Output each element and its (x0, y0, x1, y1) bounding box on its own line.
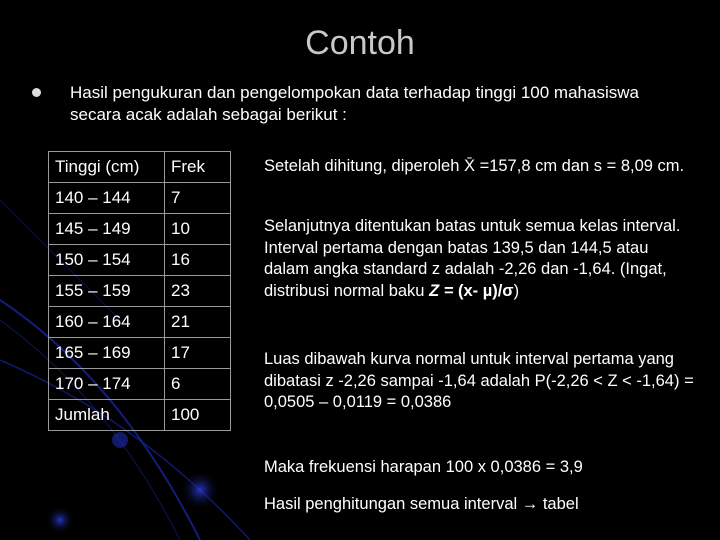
formula-z: Z = (429, 281, 458, 300)
table-row (49, 338, 231, 369)
cell-height-range: 170 – 174 (49, 369, 165, 400)
table-row (49, 245, 231, 276)
paragraph-result-text: Hasil penghitungan semua interval (264, 495, 522, 513)
table-header-row (49, 152, 231, 183)
cell-frequency: 17 (165, 338, 231, 369)
paragraph-area: Luas dibawah kurva normal untuk interval pertama yang dibatasi z -2,26 sampai -1,64 adalah P(-2,26 < Z < -1,64) = 0,0505 – 0,0119 = 0,0386 (264, 350, 694, 411)
cell-height-range: Jumlah (49, 400, 165, 431)
frequency-table (48, 151, 231, 431)
cell-height-range: 165 – 169 (49, 338, 165, 369)
cell-height-range: 145 – 149 (49, 214, 165, 245)
arrow-right-icon: → (521, 495, 539, 513)
paragraph-close: ) (513, 281, 520, 300)
paragraph-expected-frequency: Maka frekuensi harapan 100 x 0,0386 = 3,9 (264, 458, 583, 476)
header-cell-frequency: Frek (165, 152, 231, 183)
cell-height-range: 155 – 159 (49, 276, 165, 307)
header-cell-height: Tinggi (cm) (49, 152, 165, 183)
cell-frequency: 16 (165, 245, 231, 276)
paragraph-result-end: tabel (538, 495, 579, 513)
paragraph-interval-text: Selanjutnya ditentukan batas untuk semua kelas interval. Interval pertama dengan batas 139,5 dan 144,5 atau dalam angka standard z adalah -2,26 dan -1,64. (Ingat, distribusi normal baku (264, 217, 681, 300)
slide-title: Contoh (305, 24, 415, 62)
table-row (49, 307, 231, 338)
cell-height-range: 150 – 154 (49, 245, 165, 276)
formula-rest: (x- µ)/σ (457, 281, 514, 300)
cell-frequency: 7 (165, 183, 231, 214)
bullet-icon (32, 88, 41, 97)
paragraph-result (264, 494, 694, 516)
cell-frequency: 6 (165, 369, 231, 400)
cell-height-range: 140 – 144 (49, 183, 165, 214)
bullet-text: Hasil pengukuran dan pengelompokan data terhadap tinggi 100 mahasiswa secara acak adalah sebagai berikut : (70, 83, 639, 124)
cell-frequency: 23 (165, 276, 231, 307)
paragraph-interval-bounds (264, 216, 694, 302)
table-row (49, 276, 231, 307)
paragraph-mean-sd: Setelah dihitung, diperoleh X̄ =157,8 cm dan s = 8,09 cm. (264, 157, 685, 175)
cell-frequency: 100 (165, 400, 231, 431)
cell-height-range: 160 – 164 (49, 307, 165, 338)
cell-frequency: 21 (165, 307, 231, 338)
table-row (49, 369, 231, 400)
table-row (49, 214, 231, 245)
cell-frequency: 10 (165, 214, 231, 245)
table-row (49, 183, 231, 214)
table-row (49, 400, 231, 431)
